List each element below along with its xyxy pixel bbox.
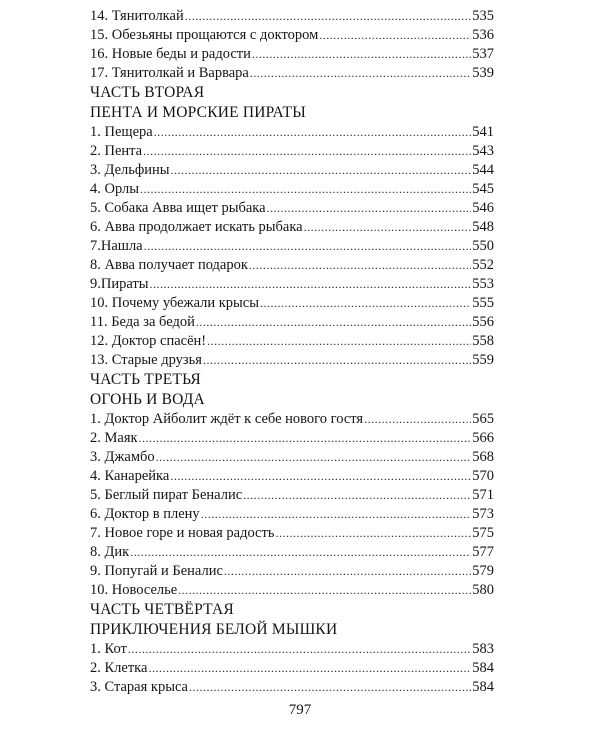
toc-entry [90,199,494,218]
dot-leader [250,64,471,83]
toc-entry-title: 4. Канарейка [90,468,170,484]
table-of-contents [90,7,494,697]
dot-leader [249,256,471,275]
dot-leader [128,640,471,659]
toc-entry [90,678,494,697]
toc-entry-title: 6. Доктор в плену [90,506,200,522]
toc-entry-title: 17. Тянитолкай и Варвара [90,65,249,81]
toc-entry-title: 3. Старая крыса [90,679,188,695]
toc-entry-title: 6. Авва продолжает искать рыбака [90,219,303,235]
toc-entry-page: 537 [472,46,494,62]
toc-entry [90,275,494,294]
part-label: ЧАСТЬ ВТОРАЯ [90,84,205,101]
dot-leader [201,505,472,524]
toc-entry-title: 2. Маяк [90,430,138,446]
toc-entry-page: 571 [472,487,494,503]
toc-entry-title: 1. Пещера [90,124,153,140]
toc-entry [90,562,494,581]
toc-entry [90,486,494,505]
toc-entry-title: 3. Джамбо [90,449,155,465]
toc-entry-page: 558 [472,333,494,349]
toc-entry-page: 556 [472,314,494,330]
dot-leader [304,218,472,237]
dot-leader [130,543,471,562]
toc-entry-title: 10. Новоселье [90,582,178,598]
toc-entry-page: 548 [472,219,494,235]
toc-entry-page: 575 [472,525,494,541]
toc-entry-title: 2. Клетка [90,660,148,676]
toc-entry-page: 583 [472,641,494,657]
toc-entry [90,218,494,237]
part-label: ЧАСТЬ ТРЕТЬЯ [90,371,201,388]
dot-leader [144,237,472,256]
dot-leader [364,410,471,429]
dot-leader [252,45,471,64]
toc-entry-page: 546 [472,200,494,216]
dot-leader [207,332,471,351]
toc-entry-title: 9. Попугай и Беналис [90,563,223,579]
dot-leader [185,7,472,26]
toc-entry-title: 7.Нашла [90,238,143,254]
toc-entry [90,410,494,429]
dot-leader [139,429,472,448]
toc-entry-title: 2. Пента [90,143,143,159]
toc-entry [90,448,494,467]
dot-leader [203,351,471,370]
toc-entry-title: 1. Кот [90,641,127,657]
toc-entry-page: 584 [472,679,494,695]
toc-entry-title: 8. Авва получает подарок [90,257,248,273]
toc-entry [90,581,494,600]
dot-leader [178,581,471,600]
toc-entry [90,332,494,351]
toc-entry-title: 10. Почему убежали крысы [90,295,259,311]
dot-leader [150,275,472,294]
toc-entry-page: 570 [472,468,494,484]
dot-leader [154,123,472,142]
toc-part-2 [90,83,494,370]
dot-leader [319,26,471,45]
toc-entry-title: 8. Дик [90,544,130,560]
dot-leader [156,448,472,467]
toc-entry-page: 584 [472,660,494,676]
toc-entry [90,313,494,332]
dot-leader [140,180,471,199]
toc-entry-page: 580 [472,582,494,598]
part-title: ОГОНЬ И ВОДА [90,391,205,408]
toc-entry-page: 535 [472,8,494,24]
toc-entry-title: 16. Новые беды и радости [90,46,251,62]
dot-leader [189,678,471,697]
toc-entry-page: 573 [472,506,494,522]
toc-entry [90,543,494,562]
toc-entry-page: 579 [472,563,494,579]
toc-entry [90,467,494,486]
toc-entry [90,294,494,313]
toc-entry [90,429,494,448]
toc-entry-page: 541 [472,124,494,140]
toc-entry [90,659,494,678]
toc-entry [90,64,494,83]
toc-entry-title: 14. Тянитолкай [90,8,184,24]
toc-entry-title: 12. Доктор спасён! [90,333,207,349]
toc-entry-title: 1. Доктор Айболит ждёт к себе нового гостя [90,411,364,427]
toc-entry [90,640,494,659]
toc-entry-title: 5. Беглый пират Беналис [90,487,243,503]
dot-leader [275,524,471,543]
toc-entry-page: 553 [472,276,494,292]
toc-entry [90,237,494,256]
toc-entry-page: 550 [472,238,494,254]
toc-entry [90,45,494,64]
toc-entry [90,26,494,45]
toc-entry-page: 566 [472,430,494,446]
dot-leader [148,659,471,678]
toc-entry-page: 552 [472,257,494,273]
toc-entry-page: 577 [472,544,494,560]
toc-entry-page: 559 [472,352,494,368]
dot-leader [171,161,472,180]
toc-entry-title: 15. Обезьяны прощаются с доктором [90,27,319,43]
part-label: ЧАСТЬ ЧЕТВЁРТАЯ [90,601,234,618]
page-number: 797 [288,702,312,718]
toc-entry [90,161,494,180]
toc-entry-title: 11. Беда за бедой [90,314,195,330]
toc-part-3 [90,370,494,600]
toc-entry-title: 4. Орлы [90,181,140,197]
toc-part-4 [90,600,494,697]
toc-entry-title: 13. Старые друзья [90,352,202,368]
toc-pre-section [90,7,494,83]
toc-entry-title: 5. Собака Авва ищет рыбака [90,200,266,216]
toc-entry [90,351,494,370]
toc-entry-page: 545 [472,181,494,197]
dot-leader [260,294,471,313]
toc-entry [90,7,494,26]
toc-entry [90,505,494,524]
part-title: ПЕНТА И МОРСКИЕ ПИРАТЫ [90,104,306,121]
dot-leader [267,199,472,218]
toc-entry-page: 543 [472,143,494,159]
toc-entry-title: 7. Новое горе и новая радость [90,525,275,541]
toc-entry-page: 568 [472,449,494,465]
toc-entry-page: 539 [472,65,494,81]
dot-leader [196,313,471,332]
toc-entry-title: 9.Пираты [90,276,149,292]
toc-entry [90,524,494,543]
toc-entry [90,142,494,161]
toc-entry-page: 555 [472,295,494,311]
toc-entry [90,123,494,142]
part-title: ПРИКЛЮЧЕНИЯ БЕЛОЙ МЫШКИ [90,621,338,638]
toc-entry-title: 3. Дельфины [90,162,170,178]
dot-leader [224,562,471,581]
toc-entry [90,256,494,275]
toc-entry-page: 536 [472,27,494,43]
dot-leader [243,486,471,505]
toc-entry [90,180,494,199]
dot-leader [143,142,471,161]
toc-entry-page: 565 [472,411,494,427]
toc-entry-page: 544 [472,162,494,178]
dot-leader [170,467,471,486]
